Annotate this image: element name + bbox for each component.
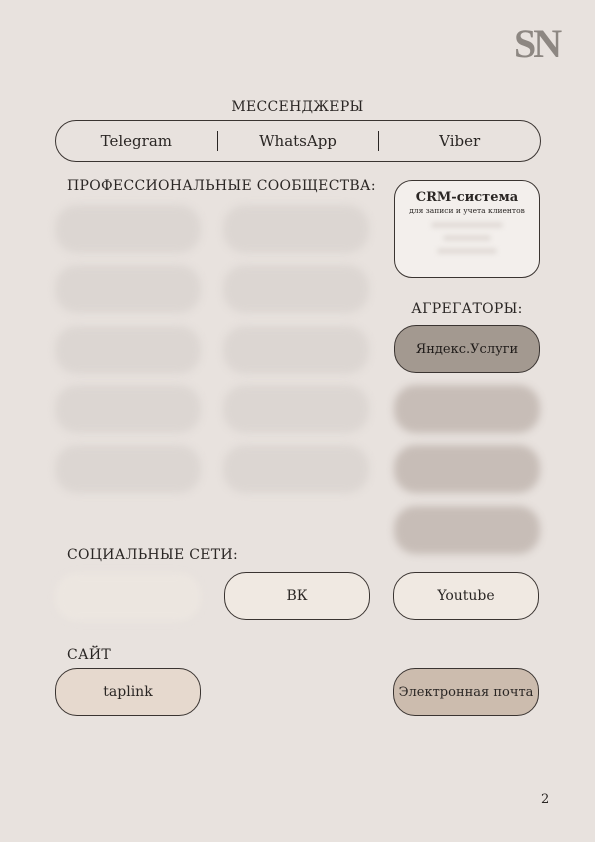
community-button[interactable]	[55, 385, 201, 433]
crm-title: CRM-система	[415, 190, 519, 205]
messengers-bar	[55, 120, 541, 162]
community-button[interactable]	[223, 205, 369, 253]
email-button[interactable]: Электронная почта	[393, 668, 539, 716]
social-heading: СОЦИАЛЬНЫЕ СЕТИ:	[67, 547, 238, 563]
messenger-viber[interactable]: Viber	[439, 132, 481, 150]
taplink-button[interactable]: taplink	[55, 668, 201, 716]
crm-subtitle: для записи и учета клиентов	[409, 206, 525, 215]
crm-card[interactable]	[394, 180, 540, 278]
aggregator-yandex-button[interactable]: Яндекс.Услуги	[394, 325, 540, 373]
social-button[interactable]	[55, 573, 201, 621]
messenger-telegram[interactable]: Telegram	[100, 132, 172, 150]
social-youtube-button[interactable]: Youtube	[393, 572, 539, 620]
messenger-whatsapp[interactable]: WhatsApp	[259, 132, 337, 150]
site-heading: САЙТ	[67, 647, 112, 663]
community-button[interactable]	[223, 265, 369, 313]
community-button[interactable]	[55, 205, 201, 253]
community-button[interactable]	[223, 326, 369, 374]
community-button[interactable]	[223, 385, 369, 433]
messengers-heading: МЕССЕНДЖЕРЫ	[231, 99, 364, 115]
aggregators-heading: АГРЕГАТОРЫ:	[411, 301, 523, 317]
community-button[interactable]	[223, 445, 369, 493]
aggregator-button[interactable]	[394, 385, 540, 433]
page-number: 2	[541, 792, 550, 807]
community-button[interactable]	[55, 445, 201, 493]
communities-heading: ПРОФЕССИОНАЛЬНЫЕ СООБЩЕСТВА:	[67, 178, 376, 194]
community-button[interactable]	[55, 265, 201, 313]
aggregator-button[interactable]	[394, 506, 540, 554]
aggregator-button[interactable]	[394, 445, 540, 493]
community-button[interactable]	[55, 326, 201, 374]
logo: SN	[514, 21, 560, 66]
crm-blurred-content	[407, 222, 527, 254]
social-vk-button[interactable]: ВК	[224, 572, 370, 620]
